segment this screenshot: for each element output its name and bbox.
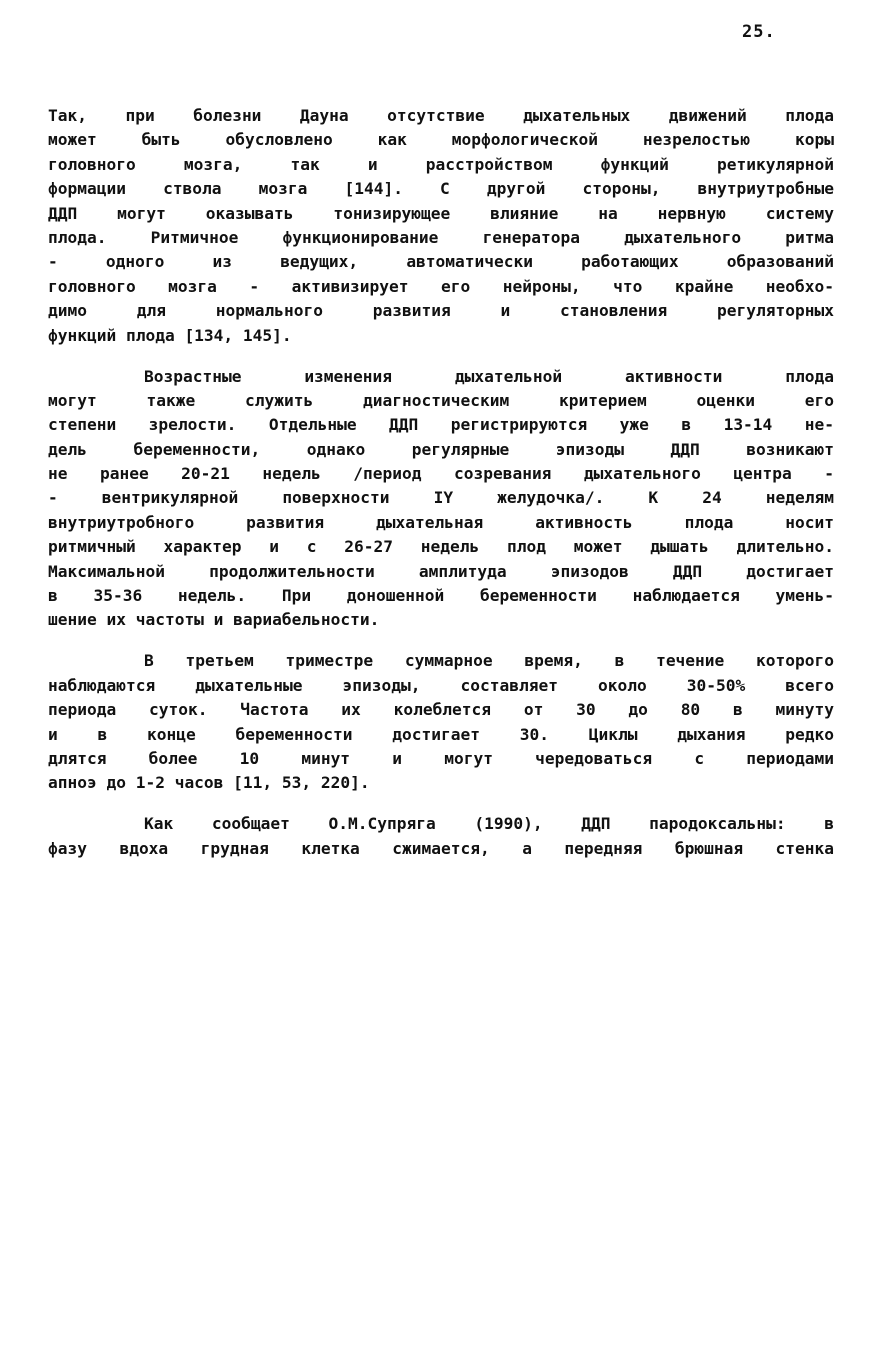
paragraph-1: [48, 104, 834, 348]
text-line: дель беременности, однако регулярные эпизоды ДДП возникают: [48, 439, 834, 459]
text-line: в 35-36 недель. При доношенной беременности наблюдается умень-: [48, 586, 834, 606]
paragraph-2: [48, 365, 834, 633]
text-line: наблюдаются дыхательные эпизоды, составляет около 30-50% всего: [48, 675, 834, 695]
text-line: формации ствола мозга [144]. С другой стороны, внутриутробные: [48, 179, 834, 199]
paragraph-4: [48, 812, 834, 861]
text-line: функций плода [134, 145].: [48, 325, 292, 345]
paragraph-spacer: [48, 796, 834, 813]
page-number: 25.: [742, 22, 776, 42]
text-line: внутриутробного развития дыхательная активность плода носит: [48, 512, 834, 532]
body-text: [48, 104, 834, 861]
text-line: - одного из ведущих, автоматически работающих образований: [48, 252, 834, 272]
text-line: степени зрелости. Отдельные ДДП регистрируются уже в 13-14 не-: [48, 415, 834, 435]
text-line: фазу вдоха грудная клетка сжимается, а передняя брюшная стенка: [48, 838, 834, 858]
text-line: периода суток. Частота их колеблется от 30 до 80 в минуту: [48, 700, 834, 720]
text-line: В третьем триместре суммарное время, в течение которого: [144, 651, 834, 671]
text-line: Возрастные изменения дыхательной активности плода: [144, 366, 834, 386]
text-line: плода. Ритмичное функционирование генератора дыхательного ритма: [48, 227, 834, 247]
text-line: Так, при болезни Дауна отсутствие дыхательных движений плода: [48, 106, 834, 125]
text-line: шение их частоты и вариабельности.: [48, 610, 380, 630]
text-line: длятся более 10 минут и могут чередоваться с периодами: [48, 748, 834, 768]
text-line: Максимальной продолжительности амплитуда эпизодов ДДП достигает: [48, 561, 834, 581]
text-line: ДДП могут оказывать тонизирующее влияние на нервную систему: [48, 203, 834, 223]
text-line: может быть обусловлено как морфологической незрелостью коры: [48, 130, 834, 150]
paragraph-3: [48, 649, 834, 795]
text-line: Как сообщает О.М.Супряга (1990), ДДП пародоксальны: в: [144, 814, 834, 834]
text-line: димо для нормального развития и становления регуляторных: [48, 301, 834, 321]
paragraph-spacer: [48, 633, 834, 650]
text-line: не ранее 20-21 недель /период созревания дыхательного центра -: [48, 464, 834, 484]
text-line: и в конце беременности достигает 30. Циклы дыхания редко: [48, 724, 834, 744]
paragraph-spacer: [48, 348, 834, 365]
text-line: головного мозга - активизирует его нейроны, что крайне необхо-: [48, 276, 834, 296]
text-line: могут также служить диагностическим критерием оценки его: [48, 390, 834, 410]
text-line: апноэ до 1-2 часов [11, 53, 220].: [48, 773, 370, 793]
text-line: головного мозга, так и расстройством функций ретикулярной: [48, 154, 834, 174]
text-line: ритмичный характер и с 26-27 недель плод может дышать длительно.: [48, 537, 834, 557]
text-line: - вентрикулярной поверхности IY желудочка/. К 24 неделям: [48, 488, 834, 508]
